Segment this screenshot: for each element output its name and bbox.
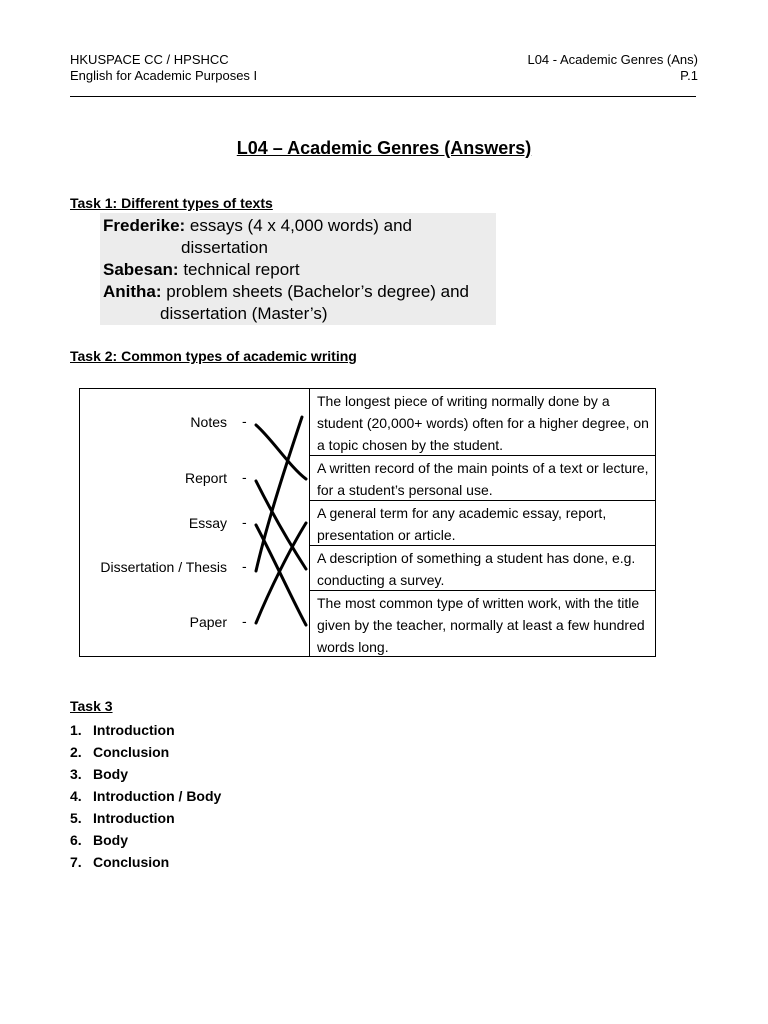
task1-answer-image — [100, 213, 496, 325]
course-name: English for Academic Purposes I — [70, 68, 258, 83]
definition-report: A description of something a student has done, e.g. conducting a survey. — [309, 546, 656, 591]
list-item-text: Body — [93, 766, 128, 782]
list-item-number: 3. — [70, 766, 82, 782]
lesson-code: L04 - Academic Genres (Ans) — [527, 52, 698, 67]
task3-list — [70, 719, 221, 873]
term-dash: - — [242, 558, 247, 574]
match-line-report-to-survey — [256, 481, 306, 569]
list-item-text: Introduction / Body — [93, 788, 222, 804]
task1-person-name: Sabesan: — [103, 260, 179, 279]
term-dissertation-thesis: Dissertation / Thesis — [100, 559, 227, 575]
list-item — [70, 719, 221, 741]
task1-answer-text: problem sheets (Bachelor’s degree) and — [161, 282, 469, 301]
term-dash: - — [242, 469, 247, 485]
term-essay: Essay — [188, 515, 227, 531]
term-dash: - — [242, 514, 247, 530]
task1-row — [181, 238, 268, 258]
list-item-number: 6. — [70, 832, 82, 848]
task1-answer-text: dissertation — [181, 238, 268, 257]
list-item — [70, 807, 221, 829]
term-paper: Paper — [189, 614, 227, 630]
definition-paper: A general term for any academic essay, report, presentation or article. — [309, 501, 656, 546]
definition-notes: A written record of the main points of a text or lecture, for a student’s personal use. — [309, 456, 656, 501]
task1-person-name: Frederike: — [103, 216, 186, 235]
course-code: HKUSPACE CC / HPSHCC — [70, 52, 229, 67]
list-item-number: 1. — [70, 722, 82, 738]
task1-answer-text: dissertation (Master’s) — [160, 304, 328, 323]
list-item — [70, 763, 221, 785]
term-dash: - — [242, 413, 247, 429]
matching-table — [79, 388, 656, 657]
list-item — [70, 851, 221, 873]
task1-row — [103, 282, 469, 302]
task1-row — [103, 260, 300, 280]
definition-dissertation: The longest piece of writing normally done by a student (20,000+ words) often for a higher degree, on a topic chosen by the student. — [309, 389, 656, 456]
header-left — [70, 52, 257, 84]
list-item-text: Introduction — [93, 722, 175, 738]
list-item-text: Body — [93, 832, 128, 848]
list-item-text: Conclusion — [93, 854, 170, 870]
task1-person-name: Anitha: — [103, 282, 162, 301]
list-item — [70, 741, 221, 763]
header-right — [527, 52, 698, 84]
list-item-number: 4. — [70, 788, 82, 804]
match-line-notes-to-lecture-record — [256, 425, 306, 479]
list-item-text: Introduction — [93, 810, 175, 826]
term-notes: Notes — [190, 414, 227, 430]
list-item — [70, 785, 221, 807]
page-title: L04 – Academic Genres (Answers) — [236, 138, 532, 158]
task1-row — [160, 304, 328, 324]
page-number: P.1 — [680, 68, 698, 83]
term-report: Report — [184, 470, 227, 486]
list-item-text: Conclusion — [93, 744, 170, 760]
list-item-number: 7. — [70, 854, 82, 870]
task3-heading: Task 3 — [70, 698, 113, 714]
task1-answer-text: technical report — [178, 260, 300, 279]
list-item — [70, 829, 221, 851]
definition-essay: The most common type of written work, with the title given by the teacher, normally at least a few hundred words long. — [309, 591, 656, 657]
matching-lines — [80, 389, 657, 658]
list-item-number: 5. — [70, 810, 82, 826]
task1-row — [103, 216, 412, 236]
task1-heading: Task 1: Different types of texts — [70, 195, 273, 211]
task1-answer-text: essays (4 x 4,000 words) and — [185, 216, 412, 235]
task2-heading: Task 2: Common types of academic writing — [70, 348, 357, 364]
header-divider — [70, 96, 696, 97]
term-dash: - — [242, 613, 247, 629]
list-item-number: 2. — [70, 744, 82, 760]
